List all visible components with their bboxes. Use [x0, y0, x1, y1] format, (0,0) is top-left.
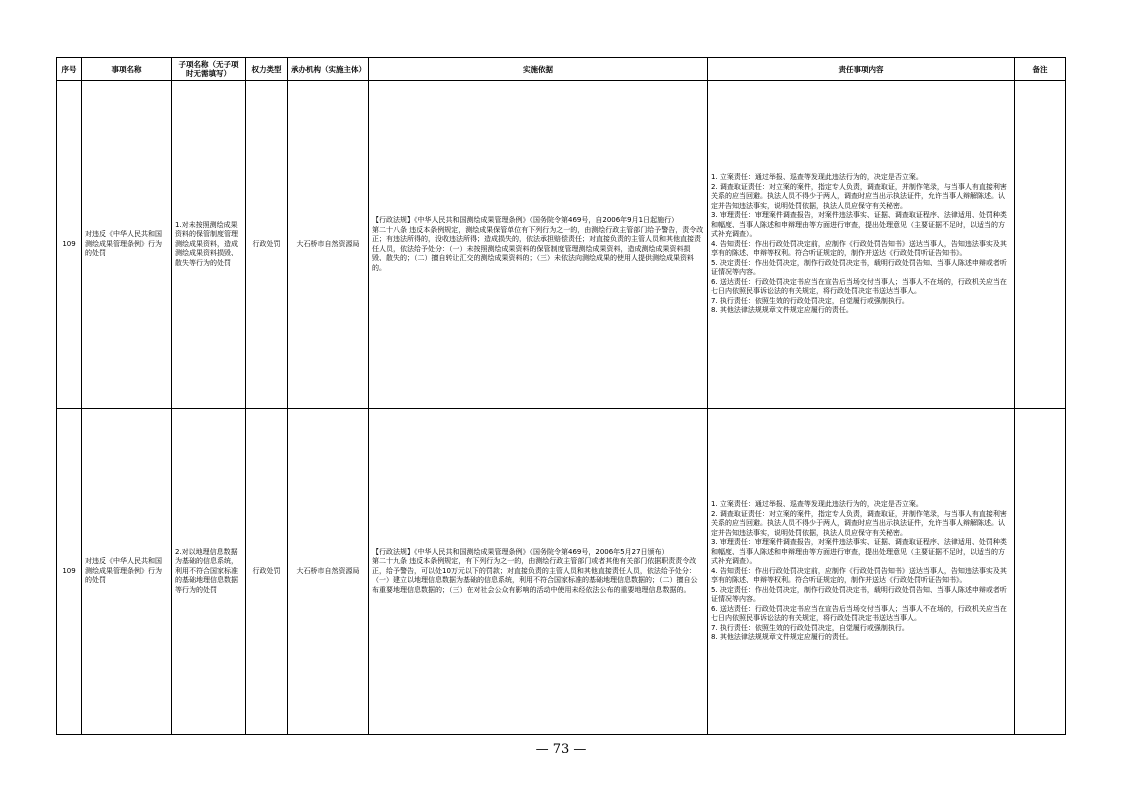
row-duties: 1. 立案责任：通过举报、巡查等发现此违法行为的，决定是否立案。 2. 调查取证责任：对立案的案件，指定专人负责，调查取证，并制作笔录，与当事人有直接利害关系的应当回避。执法人员不得少于两人，调查时应当出示执法证件，允许当事人辩解陈述。认定并告知违法事实，说明处罚依据，执法人员应保守有关秘密。 3. 审理责任：审理案件调查报告，对案件违法事实、证据、调查取证程序、法律适用、处罚种类和幅度、当事人陈述和申辩理由等方面进行审查，提出处理意见（主要证据不足时，以适当的方式补充调查）。 4. 告知责任：作出行政处罚决定前，应制作《行政处罚告知书》送达当事人，告知违法事实及其享有的陈述、申辩等权利。符合听证规定的，制作并送达《行政处罚听证告知书》。 5. 决定责任：作出处罚决定，制作行政处罚决定书，载明行政处罚告知、当事人陈述申辩或者听证情况等内容。 6. 送达责任：行政处罚决定书应当在宣告后当场交付当事人；当事人不在场的，行政机关应当在七日内依照民事诉讼法的有关规定，将行政处罚决定书送达当事人。 7. 执行责任：依照生效的行政处罚决定，自觉履行或强制执行。 8. 其他法律法规规章文件规定应履行的责任。 [708, 81, 1015, 409]
table-row [57, 81, 1066, 409]
row-item-name: 对违反《中华人民共和国测绘成果管理条例》行为的处罚 [82, 81, 172, 409]
header-duties: 责任事项内容 [708, 58, 1015, 81]
header-remarks: 备注 [1015, 58, 1066, 81]
page-number: — 73 — [535, 742, 587, 757]
power-list-table [56, 57, 1066, 735]
header-number: 序号 [57, 58, 82, 81]
row-sub-item: 1.对未按照测绘成果资料的保管制度管理测绘成果资料，造成测绘成果资料损毁、散失等行为的处罚 [172, 81, 246, 409]
row-agency: 大石桥市自然资源局 [288, 81, 369, 409]
header-agency: 承办机构（实施主体） [288, 58, 369, 81]
row-basis: 【行政法规】《中华人民共和国测绘成果管理条例》（国务院令第469号，2006年5月27日颁布） 第二十九条 违反本条例规定，有下列行为之一的，由测绘行政主管部门或者其他有关部门依据职责责令改正，给予警告，可以处10万元以下的罚款；对直接负责的主管人员和其他直接责任人员，依法给予处分：（一）建立以地理信息数据为基础的信息系统，利用不符合国家标准的基础地理信息数据的；（二）擅自公布重要地理信息数据的；（三）在对社会公众有影响的活动中使用未经依法公布的重要地理信息数据的。 [369, 409, 708, 735]
row-remarks [1015, 409, 1066, 735]
header-basis: 实施依据 [369, 58, 708, 81]
row-remarks [1015, 81, 1066, 409]
row-agency: 大石桥市自然资源局 [288, 409, 369, 735]
row-basis: 【行政法规】《中华人民共和国测绘成果管理条例》（国务院令第469号，自2006年9月1日起施行） 第二十八条 违反本条例规定，测绘成果保管单位有下列行为之一的，由测绘行政主管部门给予警告，责令改正；有违法所得的，没收违法所得；造成损失的，依法承担赔偿责任；对直接负责的主管人员和其他直接责任人员，依法给予处分：（一）未按照测绘成果资料的保管制度管理测绘成果资料，造成测绘成果资料损毁、散失的；（二）擅自转让汇交的测绘成果资料的；（三）未依法向测绘成果的使用人提供测绘成果资料的。 [369, 81, 708, 409]
row-number: 109 [57, 409, 82, 735]
row-power-type: 行政处罚 [246, 81, 288, 409]
row-power-type: 行政处罚 [246, 409, 288, 735]
row-duties: 1. 立案责任：通过举报、巡查等发现此违法行为的，决定是否立案。 2. 调查取证责任：对立案的案件，指定专人负责，调查取证，并制作笔录，与当事人有直接利害关系的应当回避。执法人员不得少于两人，调查时应当出示执法证件，允许当事人辩解陈述。认定并告知违法事实，说明处罚依据，执法人员应保守有关秘密。 3. 审理责任：审理案件调查报告，对案件违法事实、证据、调查取证程序、法律适用、处罚种类和幅度、当事人陈述和申辩理由等方面进行审查，提出处理意见（主要证据不足时，以适当的方式补充调查）。 4. 告知责任：作出行政处罚决定前，应制作《行政处罚告知书》送达当事人，告知违法事实及其享有的陈述、申辩等权利。符合听证规定的，制作并送达《行政处罚听证告知书》。 5. 决定责任：作出处罚决定，制作行政处罚决定书，载明行政处罚告知、当事人陈述申辩或者听证情况等内容。 6. 送达责任：行政处罚决定书应当在宣告后当场交付当事人；当事人不在场的，行政机关应当在七日内依照民事诉讼法的有关规定，将行政处罚决定书送达当事人。 7. 执行责任：依照生效的行政处罚决定，自觉履行或强制执行。 8. 其他法律法规规章文件规定应履行的责任。 [708, 409, 1015, 735]
header-power-type: 权力类型 [246, 58, 288, 81]
table-header-row [57, 58, 1066, 81]
row-number: 109 [57, 81, 82, 409]
header-item-name: 事项名称 [82, 58, 172, 81]
header-sub-item: 子项名称（无子项时无需填写） [172, 58, 246, 81]
table-row [57, 409, 1066, 735]
row-sub-item: 2.对以地理信息数据为基础的信息系统，利用不符合国家标准的基础地理信息数据等行为的处罚 [172, 409, 246, 735]
row-item-name: 对违反《中华人民共和国测绘成果管理条例》行为的处罚 [82, 409, 172, 735]
